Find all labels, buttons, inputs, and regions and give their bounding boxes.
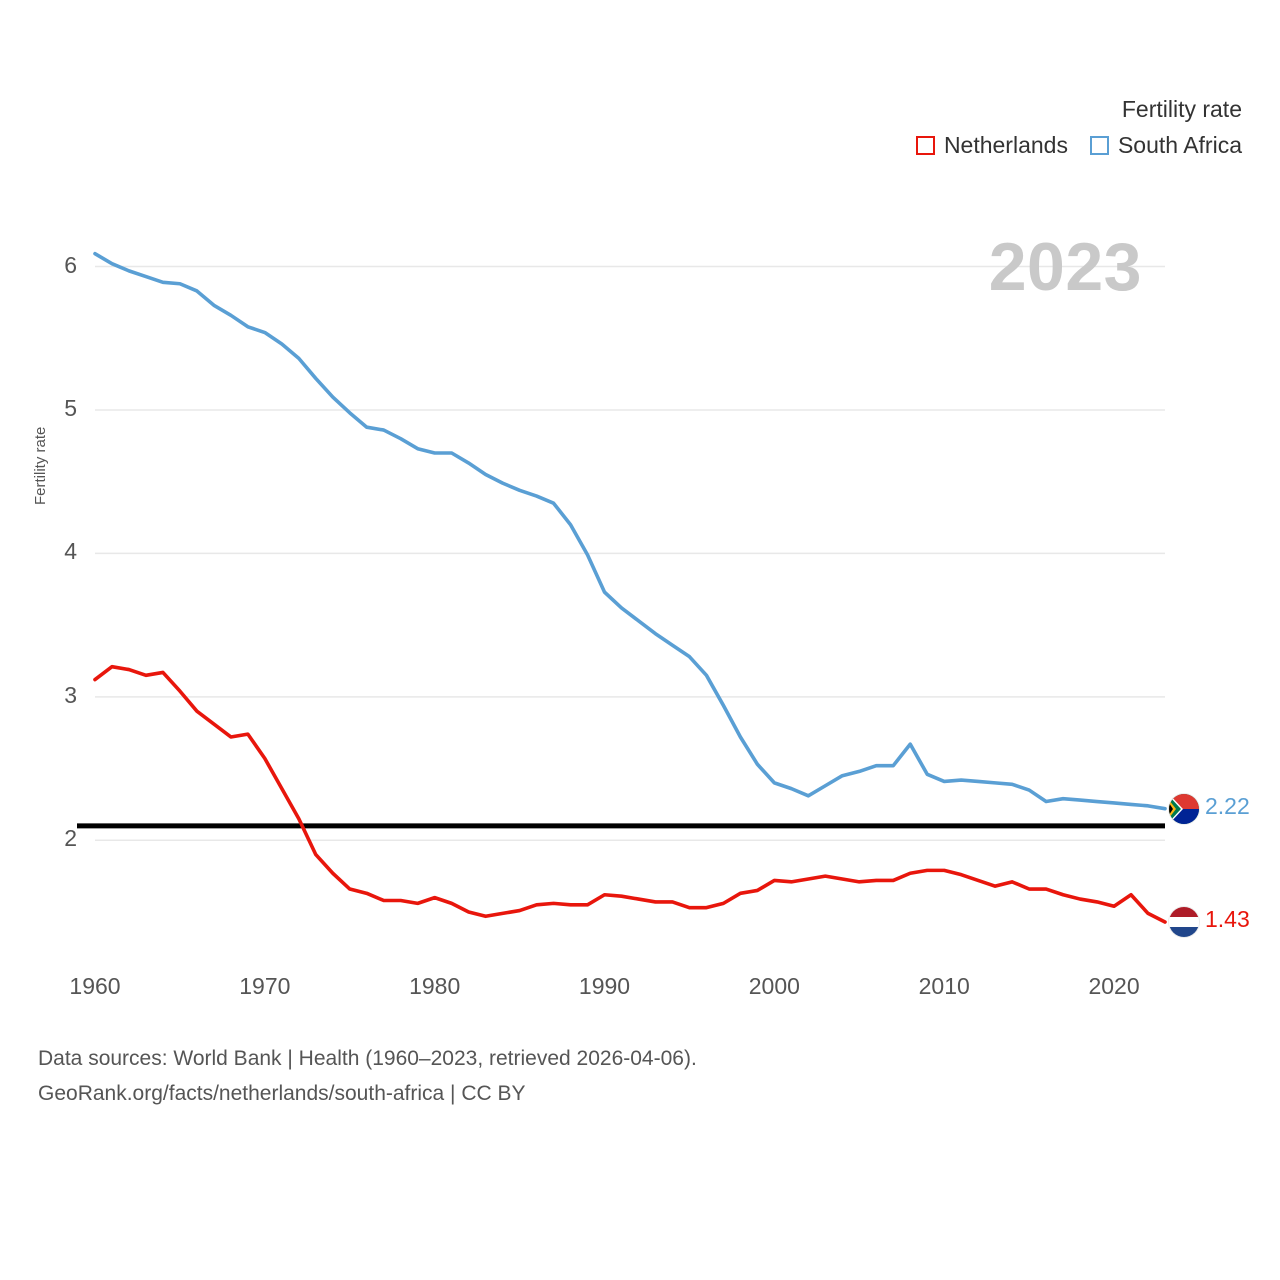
footer-data-sources: Data sources: World Bank | Health (1960–2023, retrieved 2026-04-06). (38, 1047, 697, 1070)
x-tick-label: 2020 (1088, 973, 1140, 999)
netherlands-flag-icon (1169, 907, 1199, 937)
x-tick-label: 1960 (69, 973, 121, 999)
y-tick-label: 3 (64, 681, 77, 708)
y-tick-label: 4 (64, 538, 77, 565)
legend-item-south-africa[interactable] (1090, 132, 1242, 159)
south-africa-flag-icon (1169, 794, 1199, 824)
series-line-netherlands (95, 667, 1165, 922)
y-tick-label: 2 (64, 825, 77, 852)
chart-legend (916, 96, 1242, 159)
chart-footer (38, 1042, 697, 1111)
year-watermark: 2023 (988, 229, 1142, 305)
legend-title: Fertility rate (1121, 96, 1242, 122)
y-tick-label: 5 (64, 394, 77, 421)
x-tick-label: 1980 (409, 973, 461, 999)
end-value-netherlands: 1.43 (1205, 906, 1250, 932)
x-tick-label: 2000 (748, 973, 800, 999)
legend-swatch-netherlands (916, 136, 935, 155)
legend-label-south-africa: South Africa (1117, 131, 1242, 158)
footer-attribution: GeoRank.org/facts/netherlands/south-africa | CC BY (38, 1081, 526, 1105)
legend-item-netherlands[interactable] (916, 132, 1068, 159)
x-tick-label: 2010 (918, 973, 970, 999)
x-tick-label: 1970 (239, 973, 291, 999)
legend-swatch-south-africa (1090, 136, 1109, 155)
series-line-south-africa (95, 254, 1165, 809)
y-tick-label: 6 (64, 251, 77, 278)
x-tick-label: 1990 (578, 973, 631, 999)
legend-label-netherlands: Netherlands (943, 131, 1068, 158)
end-value-south-africa: 2.22 (1205, 792, 1250, 819)
y-axis-title: Fertility rate (32, 426, 49, 505)
